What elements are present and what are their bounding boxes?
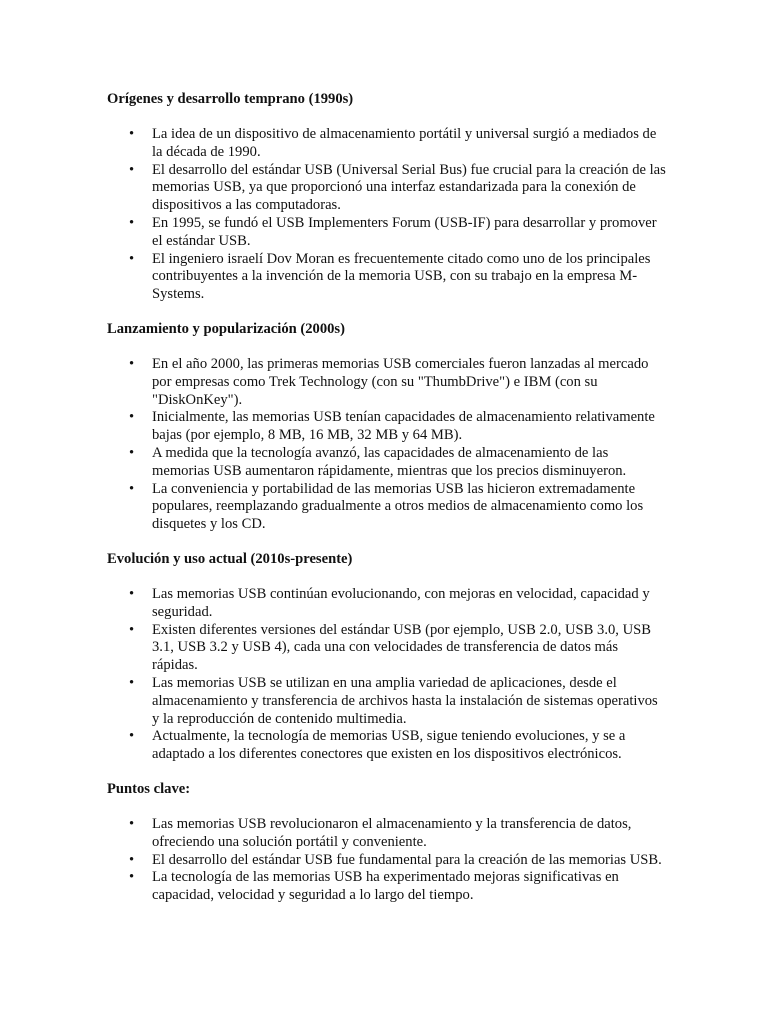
list-item [107, 816, 667, 852]
list-item [107, 869, 667, 905]
bullet-icon: • [129, 250, 135, 267]
list-item [107, 126, 667, 162]
section-heading: Lanzamiento y popularización (2000s) [107, 320, 345, 337]
list-item-text: La conveniencia y portabilidad de las memorias USB las hicieron extremadamente populares, reemplazando gradualmente a otros medios de almacenamiento como los disquetes y los CD. [152, 480, 644, 533]
bullet-icon: • [129, 161, 135, 178]
list-item-text: El desarrollo del estándar USB (Universal Serial Bus) fue crucial para la creación de las memorias USB, ya que proporcionó una interfaz estandarizada para la conexión de dispositivos a las computadoras. [152, 161, 666, 214]
bullet-icon: • [129, 444, 135, 461]
list-item [107, 409, 667, 445]
list-item-text: Existen diferentes versiones del estándar USB (por ejemplo, USB 2.0, USB 3.0, USB 3.1, USB 3.2 y USB 4), cada una con velocidades de transferencia de datos más rápidas. [152, 621, 651, 674]
bullet-icon: • [129, 585, 135, 602]
section-evolution [107, 551, 667, 764]
bullet-icon: • [129, 621, 135, 638]
list-item-text: La idea de un dispositivo de almacenamiento portátil y universal surgió a mediados de la década de 1990. [152, 126, 657, 160]
list-item-text: Las memorias USB se utilizan en una amplia variedad de aplicaciones, desde el almacenamiento y transferencia de archivos hasta la instalación de sistemas operativos y la reproducción de contenido multimedia. [152, 674, 658, 727]
section-key-points [107, 781, 667, 905]
section-origins [107, 91, 667, 304]
list-item-text: El ingeniero israelí Dov Moran es frecuentemente citado como uno de los principales contribuyentes a la invención de la memoria USB, con su trabajo en la empresa M-Systems. [152, 250, 651, 303]
list-item-text: En el año 2000, las primeras memorias USB comerciales fueron lanzadas al mercado por empresas como Trek Technology (con su "ThumbDrive") e IBM (con su "DiskOnKey"). [152, 355, 649, 408]
document-page [107, 91, 667, 922]
bullet-icon: • [129, 728, 135, 745]
section-launch [107, 321, 667, 534]
list-item-text: La tecnología de las memorias USB ha experimentado mejoras significativas en capacidad, velocidad y seguridad a lo largo del tiempo. [152, 869, 619, 904]
bullet-list [107, 586, 667, 764]
bullet-icon: • [129, 869, 135, 886]
bullet-icon: • [129, 674, 135, 691]
list-item [107, 162, 667, 215]
list-item [107, 251, 667, 304]
list-item-text: Las memorias USB continúan evolucionando, con mejoras en velocidad, capacidad y seguridad. [152, 585, 650, 620]
section-heading: Evolución y uso actual (2010s-presente) [107, 550, 353, 567]
list-item-text: A medida que la tecnología avanzó, las capacidades de almacenamiento de las memorias USB aumentaron rápidamente, mientras que los precios disminuyeron. [152, 444, 627, 479]
list-item [107, 675, 667, 728]
section-heading: Puntos clave: [107, 780, 191, 797]
bullet-icon: • [129, 126, 135, 142]
bullet-list [107, 356, 667, 534]
list-item [107, 728, 667, 764]
list-item-text: El desarrollo del estándar USB fue fundamental para la creación de las memorias USB. [152, 851, 662, 868]
list-item [107, 215, 667, 251]
list-item-text: En 1995, se fundó el USB Implementers Forum (USB-IF) para desarrollar y promover el estándar USB. [152, 214, 657, 249]
bullet-icon: • [129, 214, 135, 231]
bullet-list [107, 816, 667, 905]
list-item [107, 586, 667, 622]
list-item [107, 356, 667, 409]
list-item [107, 445, 667, 481]
list-item [107, 852, 667, 870]
bullet-icon: • [129, 851, 135, 868]
list-item-text: Inicialmente, las memorias USB tenían capacidades de almacenamiento relativamente bajas (por ejemplo, 8 MB, 16 MB, 32 MB y 64 MB). [152, 409, 655, 444]
bullet-icon: • [129, 409, 135, 426]
bullet-icon: • [129, 355, 135, 372]
list-item [107, 481, 667, 534]
bullet-icon: • [129, 480, 135, 497]
list-item-text: Actualmente, la tecnología de memorias USB, sigue teniendo evoluciones, y se a adaptado a los diferentes conectores que existen en los dispositivos electrónicos. [152, 728, 626, 763]
bullet-icon: • [129, 815, 135, 832]
list-item-text: Las memorias USB revolucionaron el almacenamiento y la transferencia de datos, ofreciendo una solución portátil y conveniente. [152, 815, 632, 850]
section-heading: Orígenes y desarrollo temprano (1990s) [107, 91, 354, 107]
list-item [107, 622, 667, 675]
bullet-list [107, 126, 667, 304]
